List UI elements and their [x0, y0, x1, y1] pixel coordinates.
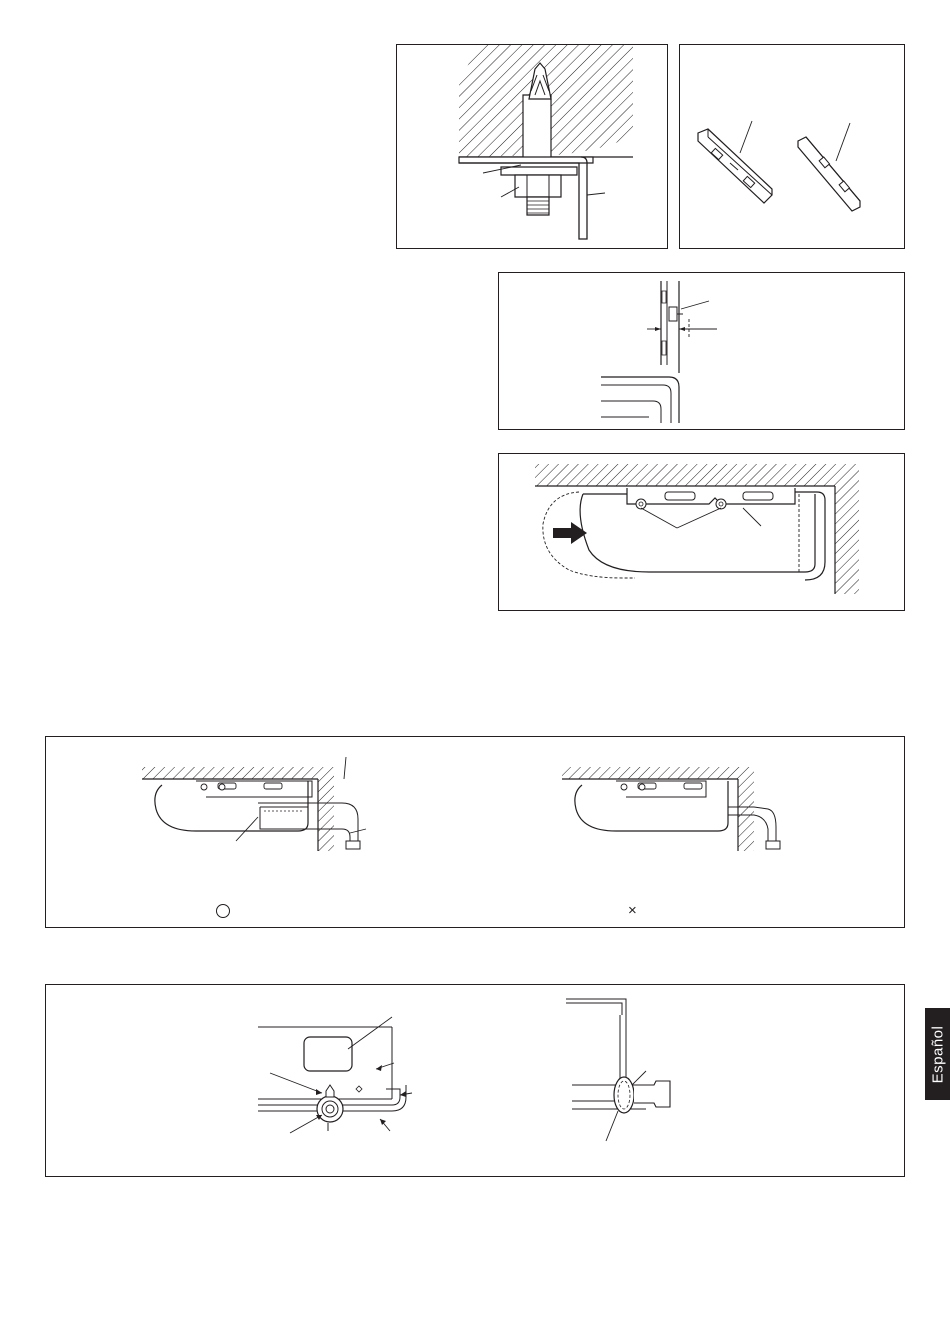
ceiling-hatch [535, 464, 859, 486]
unit-body-edge [601, 377, 679, 423]
figure-drain-connection [45, 984, 905, 1177]
leader-bracket [743, 508, 761, 526]
leader-screw [681, 301, 709, 309]
figure-piping-routing [45, 736, 905, 928]
bracket-left [698, 129, 772, 203]
drain-hose-clamp [614, 1077, 634, 1113]
wall-clearance-drawing [499, 273, 906, 431]
figure-anchor-bolt [396, 44, 668, 249]
drain-screw [326, 1085, 334, 1097]
nut [515, 175, 561, 197]
leader-bracket-left [740, 121, 752, 153]
anchor-bolt-drawing [397, 45, 669, 250]
leader-bracket [587, 193, 605, 195]
drain-cover [304, 1037, 352, 1071]
piping-wrong-example [562, 767, 780, 851]
threaded-stud [527, 197, 549, 215]
drain-detail-right [566, 999, 670, 1141]
language-tab-label: Español [929, 1025, 946, 1083]
screw [669, 307, 677, 321]
figure-mounting-brackets [679, 44, 905, 249]
figure-slide-on-bracket [498, 453, 905, 611]
drain-hose-end [634, 1081, 670, 1107]
unit-body [580, 494, 815, 572]
leader-hooks-left [641, 508, 677, 528]
correct-mark-icon [216, 904, 230, 918]
bracket-right [798, 137, 860, 211]
washer [501, 167, 577, 175]
slide-on-bracket-drawing [499, 454, 906, 612]
piping-correct-example [142, 757, 366, 851]
drain-connection-drawing [46, 985, 906, 1178]
piping-routing-drawing [46, 737, 906, 929]
figure-wall-clearance [498, 272, 905, 430]
wall-hatch [835, 486, 859, 594]
leader-hooks-right [677, 508, 721, 528]
leader-bracket-right [836, 123, 850, 161]
mounting-brackets-drawing [680, 45, 906, 250]
bolt-hole [523, 95, 551, 161]
language-tab [925, 1008, 950, 1100]
wrong-mark-icon: × [628, 902, 637, 919]
drain-detail-left [258, 1017, 412, 1133]
ceiling-plate [459, 157, 593, 163]
